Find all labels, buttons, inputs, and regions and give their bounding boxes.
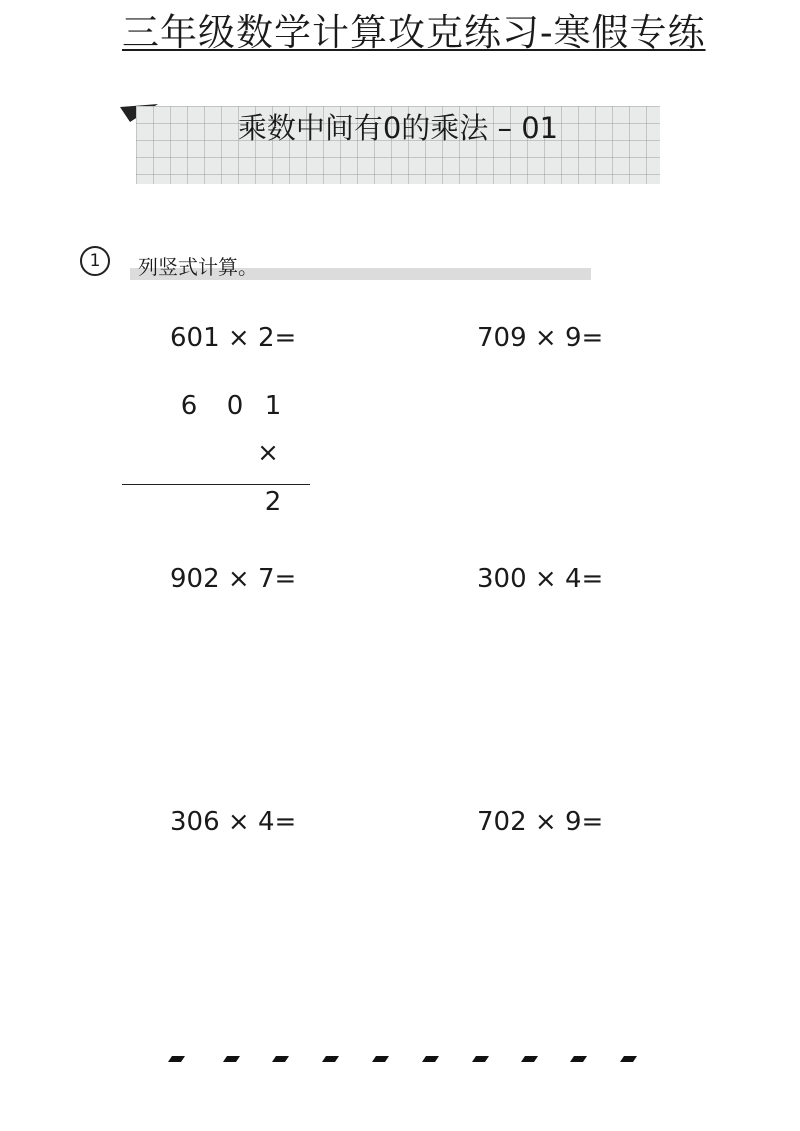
calc-digit-tens: 0 bbox=[226, 391, 244, 421]
cut-line bbox=[168, 1046, 640, 1066]
problem-4: 300 × 4= bbox=[477, 564, 604, 594]
calc-digit-ones: 1 bbox=[264, 391, 282, 421]
problem-3: 902 × 7= bbox=[170, 564, 297, 594]
section-number-icon: 1 bbox=[80, 246, 110, 276]
calc-digit-hundreds: 6 bbox=[180, 391, 198, 421]
calc-operator: × bbox=[257, 438, 279, 468]
problem-6: 702 × 9= bbox=[477, 807, 604, 837]
problem-5: 306 × 4= bbox=[170, 807, 297, 837]
section-instruction: 列竖式计算。 bbox=[138, 255, 258, 279]
problem-2: 709 × 9= bbox=[477, 323, 604, 353]
topic-title: 乘数中间有0的乘法 – 01 bbox=[237, 111, 559, 145]
page-title: 三年级数学计算攻克练习-寒假专练 bbox=[122, 11, 706, 54]
calc-line bbox=[122, 484, 310, 485]
topic-banner bbox=[136, 106, 660, 184]
calc-multiplier: 2 bbox=[264, 487, 282, 517]
problem-1: 601 × 2= bbox=[170, 323, 297, 353]
